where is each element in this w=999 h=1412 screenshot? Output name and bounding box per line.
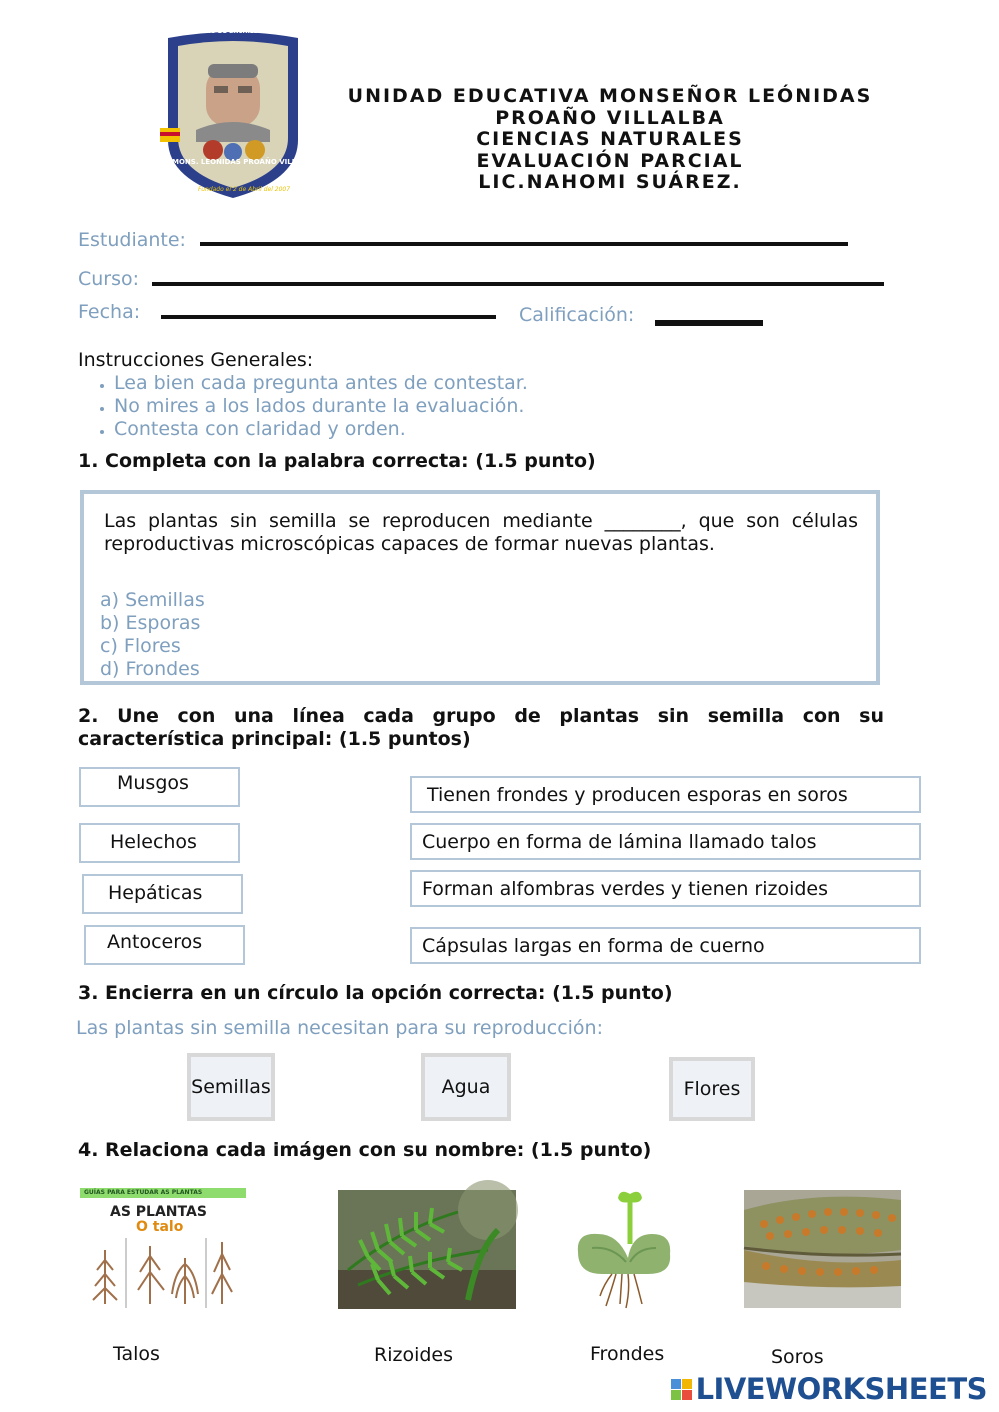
match-right-4[interactable] (410, 927, 921, 964)
instructions-list (92, 372, 528, 441)
option-b[interactable]: b) Esporas (100, 612, 201, 634)
talo-title: AS PLANTAS (110, 1204, 207, 1220)
logo-ring-text: COLEGIO DE BACHILLERATO MUNICIPAL (186, 28, 319, 35)
logo-bottom-text: MONS. LEONIDAS PROAÑO VILLALBA (172, 158, 317, 166)
question-3-title: 3. Encierra en un círculo la opción correcta: (1.5 punto) (78, 982, 673, 1004)
choice-semillas[interactable] (187, 1053, 275, 1121)
fern-drawing (338, 1190, 516, 1309)
school-name-line1: UNIDAD EDUCATIVA MONSEÑOR LEÓNIDAS (347, 85, 873, 107)
liveworksheets-logo-icon (671, 1379, 692, 1400)
question-1-text: Las plantas sin semilla se reproducen mediante ________, que son células reproductivas microscópicas capaces de formar nuevas plantas. (104, 510, 858, 555)
instruction-item: • Lea bien cada pregunta antes de contestar. (114, 372, 528, 395)
date-label: Fecha: (78, 301, 141, 323)
instruction-item: • No mires a los lados durante la evaluación. (114, 395, 528, 418)
document-header (300, 86, 920, 194)
choice-label: Flores (683, 1078, 741, 1100)
match-left-label: Helechos (110, 831, 197, 853)
talo-illustration[interactable] (80, 1188, 246, 1310)
match-right-1[interactable] (410, 776, 921, 813)
talo-plants-drawing (80, 1236, 246, 1310)
question-4-title: 4. Relaciona cada imágen con su nombre: (1.5 punto) (78, 1139, 652, 1161)
match-right-2[interactable] (410, 823, 921, 860)
match-left-label: Antoceros (107, 931, 203, 953)
liveworksheets-watermark (671, 1372, 987, 1406)
school-name-line2: PROAÑO VILLALBA (495, 106, 725, 129)
rhizoid-plant-illustration[interactable] (572, 1188, 674, 1310)
talo-subtitle: O talo (136, 1219, 184, 1235)
match-left-hepaticas[interactable] (82, 874, 243, 914)
sori-photo[interactable] (744, 1190, 901, 1308)
talo-header-text: GUÍAS PARA ESTUDAR AS PLANTAS (84, 1189, 203, 1196)
match-right-label: Forman alfombras verdes y tienen rizoides (422, 877, 829, 900)
exam-title: EVALUACIÓN PARCIAL (476, 149, 744, 172)
question-2-title: 2. Une con una línea cada grupo de plantas sin semilla con su característica principal: (1.5 puntos) (78, 705, 884, 750)
choice-label: Semillas (191, 1076, 271, 1098)
option-a[interactable]: a) Semillas (100, 589, 205, 611)
choice-flores[interactable] (669, 1057, 755, 1121)
question-1-options (100, 589, 205, 681)
subject-title: CIENCIAS NATURALES (476, 128, 744, 150)
question-1-title: 1. Completa con la palabra correcta: (1.5 punto) (78, 450, 596, 472)
date-input-line[interactable] (161, 315, 496, 319)
match-right-3[interactable] (410, 870, 921, 907)
match-left-antoceros[interactable] (84, 925, 245, 965)
liveworksheets-text: LIVEWORKSHEETS (695, 1372, 987, 1406)
image-name-rizoides: Rizoides (374, 1344, 454, 1366)
choice-label: Agua (441, 1076, 491, 1098)
instruction-item: • Contesta con claridad y orden. (114, 418, 528, 441)
student-label: Estudiante: (78, 229, 186, 251)
sori-drawing (744, 1190, 901, 1308)
match-left-label: Musgos (117, 772, 189, 794)
match-left-helechos[interactable] (79, 823, 240, 863)
logo-founded-text: Fundado el 2 de Abril del 2007 (198, 186, 291, 193)
course-label: Curso: (78, 268, 140, 290)
question-3-prompt: Las plantas sin semilla necesitan para su reproducción: (76, 1017, 603, 1039)
course-input-line[interactable] (152, 282, 884, 286)
instructions-title: Instrucciones Generales: (78, 349, 314, 371)
student-input-line[interactable] (200, 242, 848, 246)
fern-photo[interactable] (338, 1190, 516, 1309)
teacher-name: LIC.NAHOMI SUÁREZ. (478, 171, 742, 193)
school-logo (158, 28, 319, 200)
match-left-label: Hepáticas (108, 882, 203, 904)
grade-label: Calificación: (519, 304, 635, 326)
choice-agua[interactable] (421, 1053, 511, 1121)
question-1-box (80, 490, 880, 685)
image-name-frondes: Frondes (590, 1343, 665, 1365)
grade-input-line[interactable] (655, 320, 763, 326)
option-c[interactable]: c) Flores (100, 635, 181, 657)
rhizoid-drawing (572, 1188, 674, 1310)
match-left-musgos[interactable] (79, 767, 240, 807)
image-name-talos: Talos (113, 1343, 160, 1365)
image-name-soros: Soros (771, 1346, 824, 1368)
match-right-label: Cuerpo en forma de lámina llamado talos (422, 830, 817, 853)
option-d[interactable]: d) Frondes (100, 658, 200, 680)
match-right-label: Cápsulas largas en forma de cuerno (422, 934, 765, 957)
match-right-label: Tienen frondes y producen esporas en soros (427, 783, 848, 806)
